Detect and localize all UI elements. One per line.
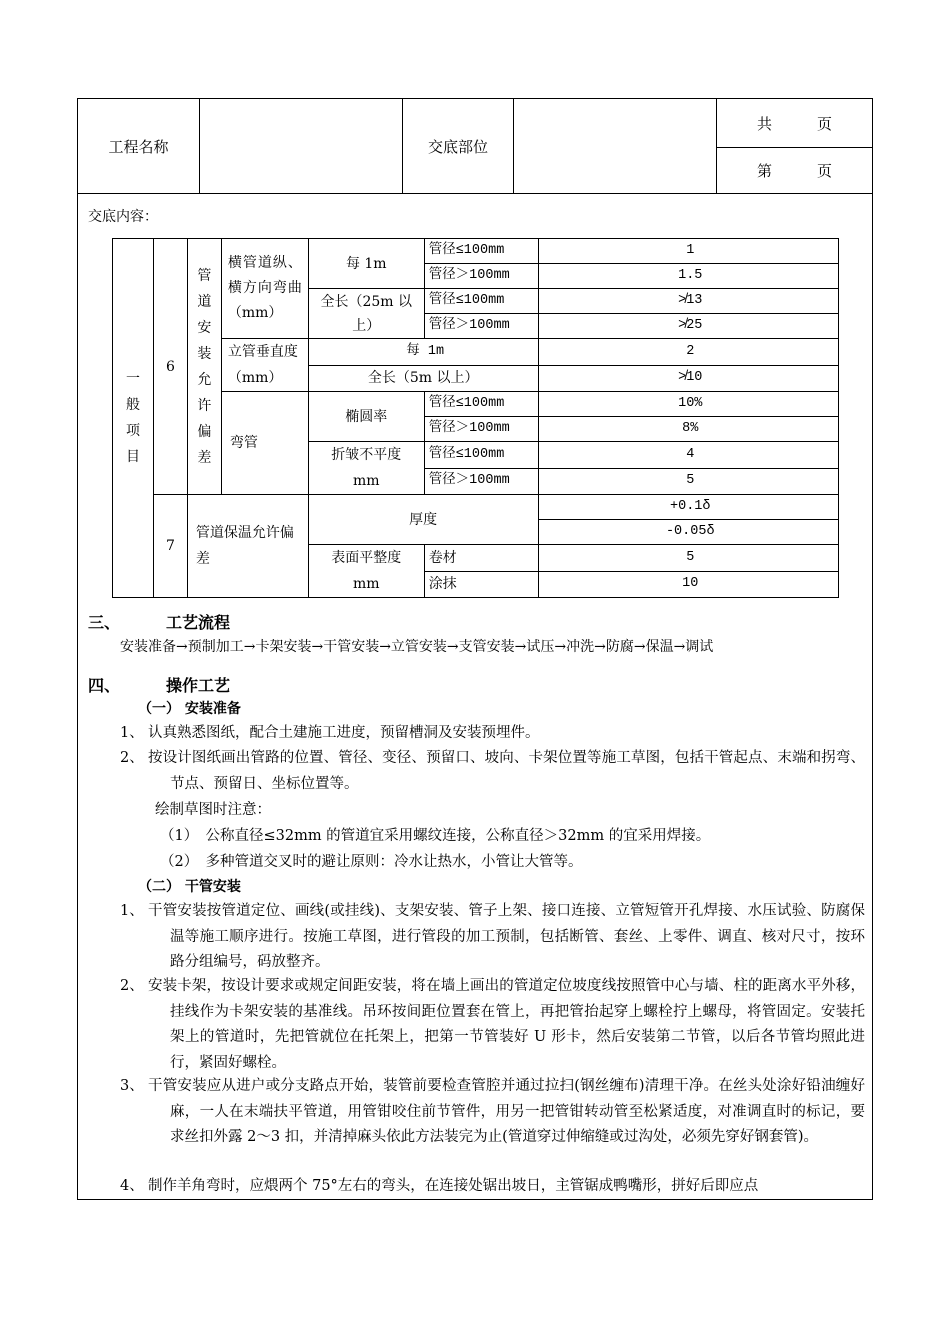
position-value	[514, 99, 717, 194]
s1-item-2-num: 2、	[120, 750, 144, 766]
item6-title: 管道安装允许偏差	[187, 239, 221, 495]
coat: 涂抹	[424, 571, 538, 598]
note-item-1: （1） 公称直径≤32mm 的管道宜采用螺纹连接，公称直径＞32mm 的宜采用焊接。	[160, 828, 711, 844]
s2-item-2-text: 安装卡架，按设计要求或规定间距安装，将在墙上画出的管道定位坡度线按照管中心与墙、柱的距离水平外移，挂线作为卡架安装的基准线。吊环按间距位置套在管上，再把管抬起穿上螺栓拧上螺母，将管固定。安装托架上的管道时，先把管就位在托架上，把第一节管装好 U 形卡，然后安装第二节管，以后各节管均照此进行，紧固好螺栓。	[148, 978, 865, 1071]
spec-table	[112, 238, 839, 598]
vert-val-1: 2	[538, 339, 838, 366]
section3-title: 工艺流程	[166, 613, 231, 632]
s2-item-1	[120, 899, 865, 976]
section3-num: 三、	[88, 613, 121, 632]
vert-full: 全长（5m 以上）	[308, 365, 538, 392]
s2-item-3-text: 干管安装应从进户或分支路点开始，装管前要检查管腔并通过拉扫(钢丝缠布)清理干净。在丝头处涂好铅油缠好麻，一人在末端扶平管道，用管钳咬住前节管件，用另一把管钳转动管至松紧适度，对准调直时的标记，要求丝扣外露 2～3 扣，并清掉麻头依此方法装完为止(管道穿过伸缩缝或过沟处，必须先穿好钢套管)。	[148, 1078, 865, 1145]
content-label: 交底内容：	[88, 209, 158, 225]
fold: 折皱不平度 mm	[308, 442, 424, 495]
dn-le100: 管径≤100mm	[424, 442, 538, 469]
item7-no: 7	[153, 495, 187, 598]
category-cell: 一般项目	[113, 239, 154, 598]
s1-item-1	[120, 721, 865, 747]
bend-val-4: 5	[538, 468, 838, 495]
horiz-title: 横管道纵、横方向弯曲（mm）	[221, 239, 308, 339]
s1-item-2-text: 按设计图纸画出管路的位置、管径、变径、预留口、坡向、卡架位置等施工草图，包括干管起点、末端和拐弯、节点、预留日、坐标位置等。	[148, 750, 865, 792]
bend-val-3: 4	[538, 442, 838, 469]
s2-item-1-num: 1、	[120, 903, 144, 919]
s2-item-2	[120, 974, 865, 1076]
dn-gt100: 管径＞100mm	[424, 417, 538, 442]
dn-le100: 管径≤100mm	[424, 239, 538, 264]
note-item-2: （2） 多种管道交叉时的避让原则：冷水让热水，小管让大管等。	[160, 854, 583, 870]
section4-title: 操作工艺	[166, 676, 231, 695]
bend-title: 弯管	[221, 392, 308, 495]
note-label: 绘制草图时注意：	[155, 802, 271, 818]
header-table	[77, 98, 873, 194]
flatness: 表面平整度 mm	[308, 545, 424, 598]
project-name-label: 工程名称	[78, 99, 200, 194]
roll-val: 5	[538, 545, 838, 572]
coat-val: 10	[538, 571, 838, 598]
s2-item-2-num: 2、	[120, 978, 144, 994]
thickness-val-2: -0.05δ	[538, 520, 838, 545]
horiz-val-3: ≯13	[538, 289, 838, 314]
full-len-25: 全长（25m 以上）	[308, 289, 424, 339]
s2-item-1-text: 干管安装按管道定位、画线(或挂线)、支架安装、管子上架、接口连接、立管短管开孔焊接、水压试验、防腐保温等施工顺序进行。按施工草图，进行管段的加工预制，包括断管、套丝、上零件、调直、核对尺寸，按环路分组编号，码放整齐。	[148, 903, 865, 970]
s2-item-3-num: 3、	[120, 1078, 144, 1094]
dn-le100: 管径≤100mm	[424, 392, 538, 417]
thickness: 厚度	[308, 495, 538, 545]
section3-heading	[88, 610, 230, 633]
vert-val-2: ≯10	[538, 365, 838, 392]
dn-gt100: 管径＞100mm	[424, 314, 538, 339]
thickness-val-1: +0.1δ	[538, 495, 838, 520]
s2-item-4	[120, 1174, 865, 1200]
s2-item-3	[120, 1074, 865, 1151]
bend-val-2: 8%	[538, 417, 838, 442]
section4-num: 四、	[88, 676, 121, 695]
horiz-val-4: ≯25	[538, 314, 838, 339]
per-1m: 每 1m	[308, 239, 424, 289]
process-flow: 安装准备→预制加工→卡架安装→干管安装→立管安装→支管安装→试压→冲洗→防腐→保温→调试	[120, 639, 714, 655]
s2-item-4-text: 制作羊角弯时，应煨两个 75°左右的弯头，在连接处锯出坡日，主管锯成鸭嘴形，拼好后即应点	[148, 1178, 759, 1194]
position-label: 交底部位	[403, 99, 514, 194]
bend-val-1: 10%	[538, 392, 838, 417]
dn-le100: 管径≤100mm	[424, 289, 538, 314]
sub2-heading: （二） 干管安装	[138, 879, 241, 895]
section4-heading	[88, 673, 230, 696]
project-name-value	[200, 99, 403, 194]
roll: 卷材	[424, 545, 538, 572]
s2-item-4-num: 4、	[120, 1178, 144, 1194]
vert-per-1m: 每 1m	[308, 339, 538, 366]
s1-item-1-num: 1、	[120, 725, 144, 741]
page-number: 第 页	[717, 148, 873, 194]
dn-gt100: 管径＞100mm	[424, 468, 538, 495]
s1-item-1-text: 认真熟悉图纸，配合土建施工进度，预留槽洞及安装预埋件。	[148, 725, 540, 741]
item7-title: 管道保温允许偏差	[187, 495, 308, 598]
vert-title: 立管垂直度（mm）	[221, 339, 308, 392]
total-pages: 共 页	[717, 99, 873, 148]
item6-no: 6	[153, 239, 187, 495]
s1-item-2	[120, 746, 865, 797]
dn-gt100: 管径＞100mm	[424, 264, 538, 289]
sub1-heading: （一） 安装准备	[138, 701, 241, 717]
horiz-val-1: 1	[538, 239, 838, 264]
ovality: 椭圆率	[308, 392, 424, 442]
horiz-val-2: 1.5	[538, 264, 838, 289]
